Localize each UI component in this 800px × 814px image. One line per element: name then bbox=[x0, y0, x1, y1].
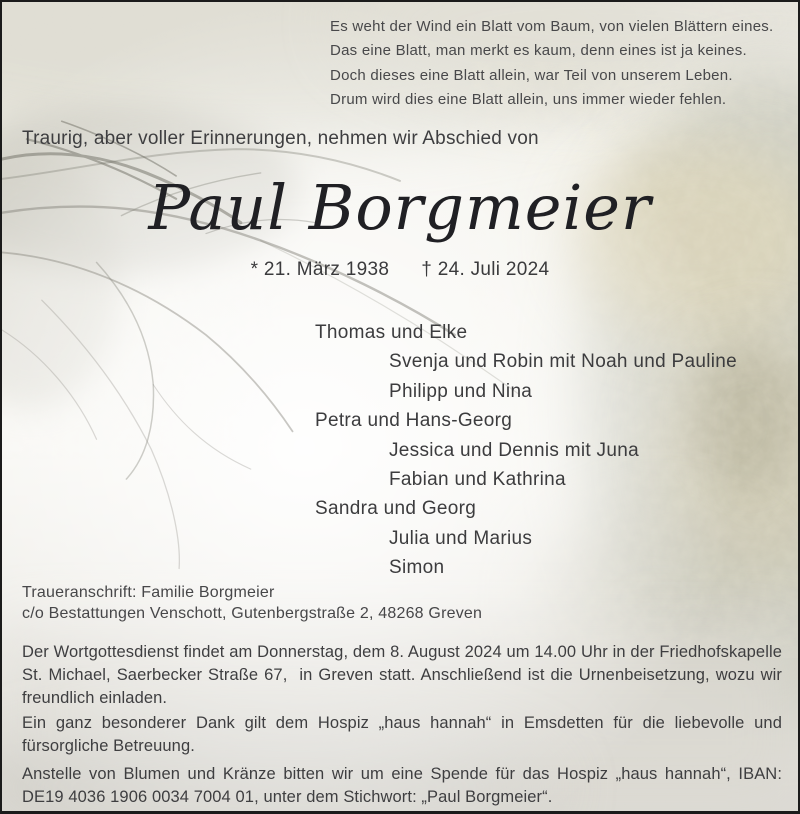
hospice-thanks: Ein ganz besonderer Dank gilt dem Hospiz „haus hannah“ in Emsdetten für die liebevolle und fürsorgliche Betreuung. bbox=[22, 714, 787, 755]
opening-poem bbox=[330, 15, 773, 113]
list-item: Jessica und Dennis mit Juna bbox=[389, 439, 639, 461]
birth-date: * 21. März 1938 bbox=[250, 259, 390, 280]
intro-text: Traurig, aber voller Erinnerungen, nehmen wir Abschied von bbox=[22, 128, 539, 149]
list-item: Simon bbox=[389, 557, 445, 579]
poem-line: Es weht der Wind ein Blatt vom Baum, von vielen Blättern eines. bbox=[330, 18, 774, 35]
list-item: Petra und Hans-Georg bbox=[315, 410, 513, 432]
list-item: Fabian und Kathrina bbox=[389, 469, 566, 491]
donation-information: Anstelle von Blumen und Kränze bitten wir um eine Spende für das Hospiz „haus hannah“, IBAN: DE19 4036 1906 0034 7004 01, unter dem Stichwort: „Paul Borgmeier“. bbox=[22, 765, 787, 806]
deceased-name: Paul Borgmeier bbox=[148, 171, 652, 244]
poem-line: Doch dieses eine Blatt allein, war Teil von unserem Leben. bbox=[330, 66, 733, 84]
list-item: Julia und Marius bbox=[389, 527, 533, 549]
list-item: Thomas und Elke bbox=[315, 322, 468, 343]
poem-line: Drum wird dies eine Blatt allein, uns immer wieder fehlen. bbox=[330, 91, 727, 109]
list-item: Sandra und Georg bbox=[315, 498, 477, 520]
service-information: Der Wortgottesdienst findet am Donnerstag, dem 8. August 2024 um 14.00 Uhr in der Friedhofskapelle St. Michael, Saerbecker Straße 67, in Greven statt. Anschließend ist die Urnenbeisetzung, wozu wir freundlich einladen. bbox=[22, 643, 787, 707]
list-item: Philipp und Nina bbox=[389, 380, 533, 402]
life-dates bbox=[2, 259, 798, 281]
list-item: Svenja und Robin mit Noah und Pauline bbox=[389, 351, 738, 373]
address-line: Traueranschrift: Familie Borgmeier bbox=[22, 584, 275, 601]
mourners-list bbox=[315, 318, 737, 583]
address-line: c/o Bestattungen Venschott, Gutenbergstraße 2, 48268 Greven bbox=[22, 605, 483, 622]
poem-line: Das eine Blatt, man merkt es kaum, denn eines ist ja keines. bbox=[330, 42, 747, 60]
condolence-address bbox=[22, 582, 482, 624]
death-date: † 24. Juli 2024 bbox=[421, 259, 550, 280]
notice-content bbox=[2, 2, 798, 811]
